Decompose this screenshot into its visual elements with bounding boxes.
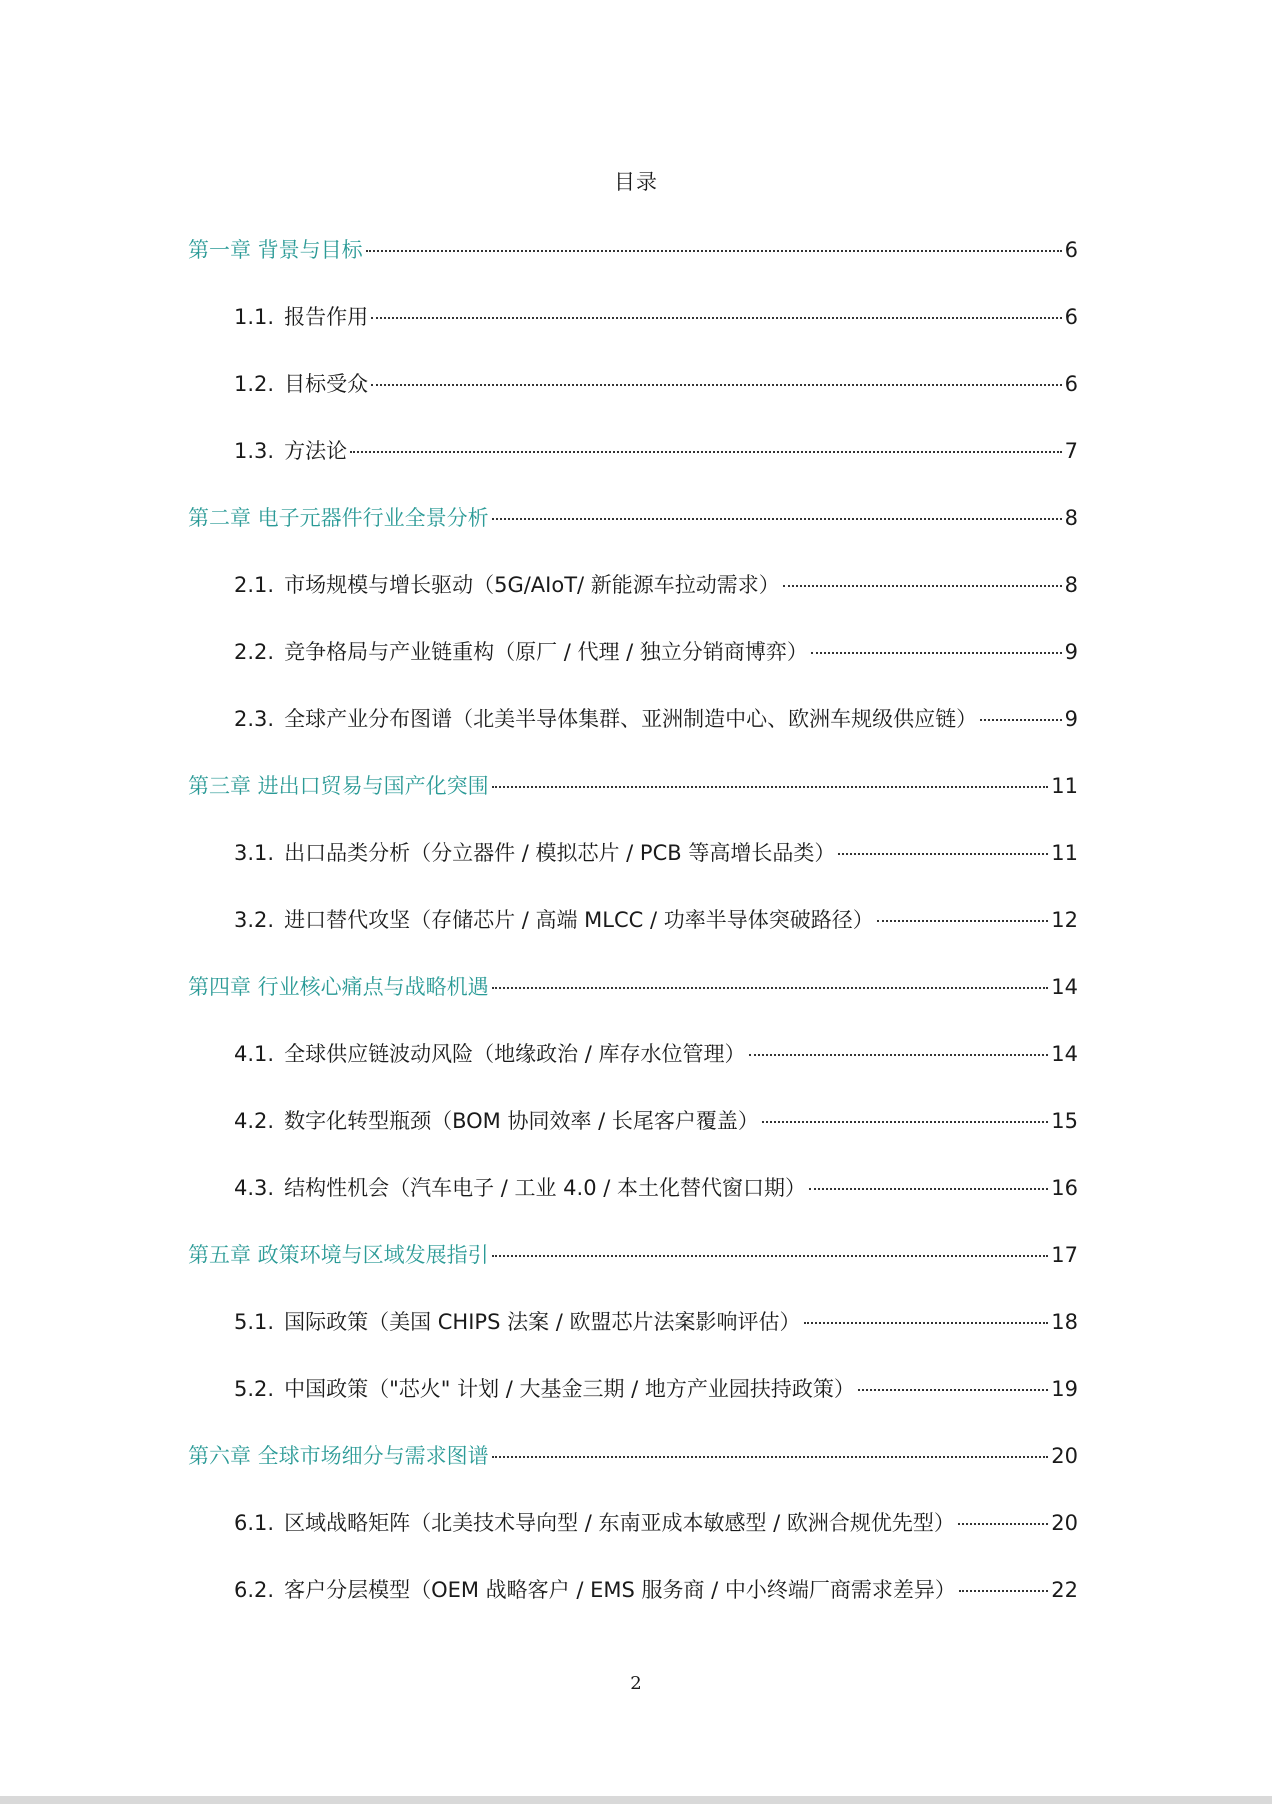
toc-entry-label	[234, 1499, 955, 1547]
toc-page-number: 6	[1064, 372, 1078, 396]
toc-entry-text: 第五章 政策环境与区域发展指引	[188, 1243, 489, 1267]
toc-dot-leader	[858, 1389, 1048, 1391]
toc-entry-text: 第一章 背景与目标	[188, 238, 363, 262]
toc-section-link[interactable]	[188, 695, 1078, 762]
toc-section-number: 4.3.	[234, 1176, 275, 1200]
toc-entry-text: 进口替代攻坚（存储芯片 / 高端 MLCC / 功率半导体突破路径）	[284, 908, 874, 932]
toc-entry-text: 国际政策（美国 CHIPS 法案 / 欧盟芯片法案影响评估）	[284, 1310, 801, 1334]
toc-dot-leader	[838, 853, 1048, 855]
toc-chapter-link[interactable]	[188, 226, 1078, 293]
toc-entry-label	[188, 762, 489, 810]
toc-entry-label	[234, 1365, 855, 1413]
toc-page-number: 15	[1051, 1109, 1078, 1133]
toc-entry-text: 目标受众	[284, 372, 369, 396]
toc-section-link[interactable]	[188, 896, 1078, 963]
toc-section-link[interactable]	[188, 1097, 1078, 1164]
toc-chapter-link[interactable]	[188, 494, 1078, 561]
toc-entry-text: 全球供应链波动风险（地缘政治 / 库存水位管理）	[284, 1042, 746, 1066]
toc-entry-label	[234, 628, 808, 676]
toc-dot-leader	[366, 250, 1062, 252]
toc-page-number: 6	[1064, 305, 1078, 329]
toc-section-number: 2.2.	[234, 640, 275, 664]
toc-section-link[interactable]	[188, 293, 1078, 360]
toc-page-number: 6	[1064, 238, 1078, 262]
toc-section-link[interactable]	[188, 1499, 1078, 1566]
toc-section-number: 6.2.	[234, 1578, 275, 1602]
toc-entry-label	[234, 1097, 759, 1145]
toc-dot-leader	[980, 719, 1062, 721]
toc-chapter-link[interactable]	[188, 762, 1078, 829]
toc-page-number: 9	[1064, 640, 1078, 664]
toc-page-number: 11	[1051, 841, 1078, 865]
toc-chapter-link[interactable]	[188, 1231, 1078, 1298]
toc-page-number: 18	[1051, 1310, 1078, 1334]
toc-dot-leader	[371, 317, 1062, 319]
toc-section-link[interactable]	[188, 1298, 1078, 1365]
toc-dot-leader	[371, 384, 1062, 386]
toc-entry-text: 方法论	[284, 439, 348, 463]
toc-section-link[interactable]	[188, 1164, 1078, 1231]
toc-dot-leader	[492, 518, 1062, 520]
toc-dot-leader	[958, 1523, 1048, 1525]
toc-entry-text: 第六章 全球市场细分与需求图谱	[188, 1444, 489, 1468]
toc-dot-leader	[749, 1054, 1049, 1056]
toc-dot-leader	[809, 1188, 1048, 1190]
toc-section-link[interactable]	[188, 561, 1078, 628]
toc-entry-label	[234, 1030, 746, 1078]
toc-entry-text: 市场规模与增长驱动（5G/AIoT/ 新能源车拉动需求）	[284, 573, 780, 597]
toc-entry-text: 竞争格局与产业链重构（原厂 / 代理 / 独立分销商博弈）	[284, 640, 808, 664]
toc-entry-text: 结构性机会（汽车电子 / 工业 4.0 / 本土化替代窗口期）	[284, 1176, 806, 1200]
toc-entry-label	[188, 1231, 489, 1279]
toc-dot-leader	[804, 1322, 1049, 1324]
toc-section-link[interactable]	[188, 628, 1078, 695]
toc-section-link[interactable]	[188, 1566, 1078, 1633]
toc-section-number: 6.1.	[234, 1511, 275, 1535]
toc-page-number: 14	[1051, 975, 1078, 999]
toc-dot-leader	[492, 786, 1049, 788]
toc-dot-leader	[492, 1456, 1049, 1458]
toc-section-link[interactable]	[188, 1365, 1078, 1432]
toc-page-number: 12	[1051, 908, 1078, 932]
toc-page-number: 8	[1064, 573, 1078, 597]
toc-entry-text: 报告作用	[284, 305, 369, 329]
toc-page-number: 7	[1064, 439, 1078, 463]
toc-dot-leader	[877, 920, 1049, 922]
toc-entry-label	[188, 963, 489, 1011]
toc-entry-label	[234, 1298, 801, 1346]
toc-entry-label	[188, 226, 363, 274]
toc-dot-leader	[959, 1590, 1048, 1592]
toc-entry-text: 全球产业分布图谱（北美半导体集群、亚洲制造中心、欧洲车规级供应链）	[284, 707, 978, 731]
toc-page-number: 14	[1051, 1042, 1078, 1066]
toc-dot-leader	[811, 652, 1062, 654]
toc-section-number: 3.2.	[234, 908, 275, 932]
toc-dot-leader	[762, 1121, 1048, 1123]
toc-entry-text: 区域战略矩阵（北美技术导向型 / 东南亚成本敏感型 / 欧洲合规优先型）	[284, 1511, 955, 1535]
toc-section-number: 4.1.	[234, 1042, 275, 1066]
toc-entry-label	[234, 695, 977, 743]
toc-title: 目录	[614, 170, 658, 194]
table-of-contents	[188, 226, 1078, 1633]
toc-section-link[interactable]	[188, 829, 1078, 896]
toc-entry-label	[188, 1432, 489, 1480]
toc-entry-text: 数字化转型瓶颈（BOM 协同效率 / 长尾客户覆盖）	[284, 1109, 759, 1133]
toc-page-number: 8	[1064, 506, 1078, 530]
toc-section-number: 4.2.	[234, 1109, 275, 1133]
toc-dot-leader	[492, 1255, 1049, 1257]
toc-section-number: 1.2.	[234, 372, 275, 396]
toc-dot-leader	[350, 451, 1062, 453]
toc-section-number: 1.3.	[234, 439, 275, 463]
toc-entry-label	[234, 293, 368, 341]
toc-page-number: 16	[1051, 1176, 1078, 1200]
toc-entry-label	[234, 1164, 806, 1212]
toc-page-number: 20	[1051, 1444, 1078, 1468]
toc-entry-text: 中国政策（"芯火" 计划 / 大基金三期 / 地方产业园扶持政策）	[284, 1377, 855, 1401]
toc-chapter-link[interactable]	[188, 963, 1078, 1030]
toc-entry-label	[234, 360, 368, 408]
toc-page-number: 19	[1051, 1377, 1078, 1401]
toc-section-number: 3.1.	[234, 841, 275, 865]
toc-section-link[interactable]	[188, 427, 1078, 494]
toc-dot-leader	[492, 987, 1049, 989]
toc-page-number: 20	[1051, 1511, 1078, 1535]
page-number: 2	[630, 1673, 642, 1694]
toc-section-link[interactable]	[188, 1030, 1078, 1097]
toc-entry-text: 第二章 电子元器件行业全景分析	[188, 506, 489, 530]
page-bottom-edge	[0, 1796, 1272, 1804]
toc-entry-label	[234, 1566, 956, 1614]
toc-page-number: 17	[1051, 1243, 1078, 1267]
toc-section-number: 2.1.	[234, 573, 275, 597]
toc-section-number: 5.2.	[234, 1377, 275, 1401]
toc-page-number: 11	[1051, 774, 1078, 798]
toc-entry-label	[234, 896, 874, 944]
toc-page-number: 9	[1064, 707, 1078, 731]
toc-entry-text: 出口品类分析（分立器件 / 模拟芯片 / PCB 等高增长品类）	[284, 841, 836, 865]
toc-chapter-link[interactable]	[188, 1432, 1078, 1499]
toc-entry-text: 第四章 行业核心痛点与战略机遇	[188, 975, 489, 999]
toc-dot-leader	[783, 585, 1062, 587]
toc-entry-label	[234, 427, 347, 475]
toc-entry-label	[188, 494, 489, 542]
toc-section-number: 5.1.	[234, 1310, 275, 1334]
toc-section-number: 2.3.	[234, 707, 275, 731]
toc-section-number: 1.1.	[234, 305, 275, 329]
toc-entry-text: 客户分层模型（OEM 战略客户 / EMS 服务商 / 中小终端厂商需求差异）	[284, 1578, 956, 1602]
toc-entry-label	[234, 829, 835, 877]
toc-entry-label	[234, 561, 780, 609]
toc-section-link[interactable]	[188, 360, 1078, 427]
toc-entry-text: 第三章 进出口贸易与国产化突围	[188, 774, 489, 798]
toc-page-number: 22	[1051, 1578, 1078, 1602]
